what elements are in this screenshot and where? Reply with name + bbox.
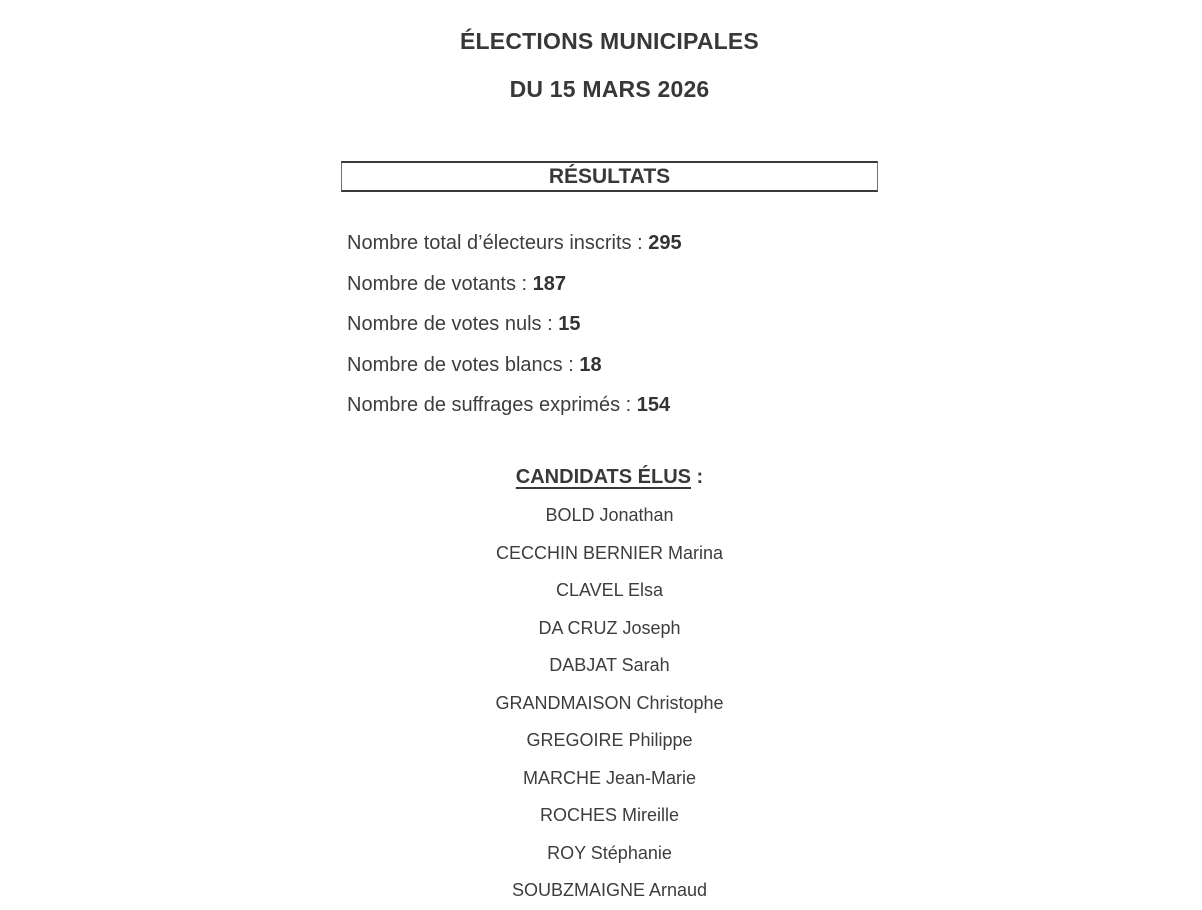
- results-section-header: [341, 161, 878, 192]
- document-title-line1: ÉLECTIONS MUNICIPALES: [460, 28, 759, 54]
- document-content: [341, 0, 878, 901]
- stat-value: 295: [648, 232, 682, 254]
- stat-registered-voters: [347, 223, 878, 264]
- stat-separator: :: [541, 313, 559, 335]
- stat-label: Nombre de suffrages exprimés: [347, 394, 621, 416]
- elected-candidates-heading-text: CANDIDATS ÉLUS: [515, 466, 691, 488]
- results-label: RÉSULTATS: [548, 165, 671, 188]
- stat-null-votes: [347, 304, 878, 345]
- stat-label: Nombre de votes blancs: [347, 353, 563, 376]
- elected-candidates-heading: [341, 463, 878, 491]
- stat-label: Nombre total d’électeurs inscrits: [347, 232, 632, 254]
- stat-value: 187: [532, 272, 567, 295]
- stat-separator: :: [562, 353, 580, 376]
- candidate-name: CLAVEL Elsa: [555, 580, 664, 600]
- stat-value: 15: [558, 313, 581, 335]
- elected-candidates-heading-colon: :: [690, 466, 704, 488]
- candidate-name: CECCHIN BERNIER Marina: [495, 542, 724, 563]
- stat-value: 154: [636, 394, 671, 416]
- candidate-name: DABJAT Sarah: [549, 655, 670, 675]
- stat-label: Nombre de votes nuls: [347, 313, 542, 335]
- stat-value: 18: [579, 353, 602, 376]
- stat-expressed-votes: [347, 385, 878, 426]
- candidate-name: MARCHE Jean-Marie: [522, 767, 697, 788]
- stat-separator: :: [631, 232, 649, 254]
- candidate-name: BOLD Jonathan: [545, 505, 674, 525]
- stat-separator: :: [620, 394, 637, 416]
- document-title-line2: DU 15 MARS 2026: [509, 76, 710, 102]
- stat-separator: :: [515, 272, 533, 295]
- candidate-name: ROY Stéphanie: [547, 842, 672, 863]
- elected-candidates-list: [341, 497, 878, 910]
- vote-statistics: [347, 223, 878, 426]
- candidate-name: DA CRUZ Joseph: [538, 617, 681, 638]
- candidate-name: ROCHES Mireille: [539, 805, 680, 825]
- candidate-name: GREGOIRE Philippe: [526, 730, 693, 750]
- stat-voters: [347, 264, 878, 305]
- candidate-name: SOUBZMAIGNE Arnaud: [511, 880, 708, 900]
- stat-label: Nombre de votants: [347, 272, 516, 295]
- stat-blank-votes: [347, 345, 878, 386]
- candidate-name: GRANDMAISON Christophe: [495, 692, 724, 713]
